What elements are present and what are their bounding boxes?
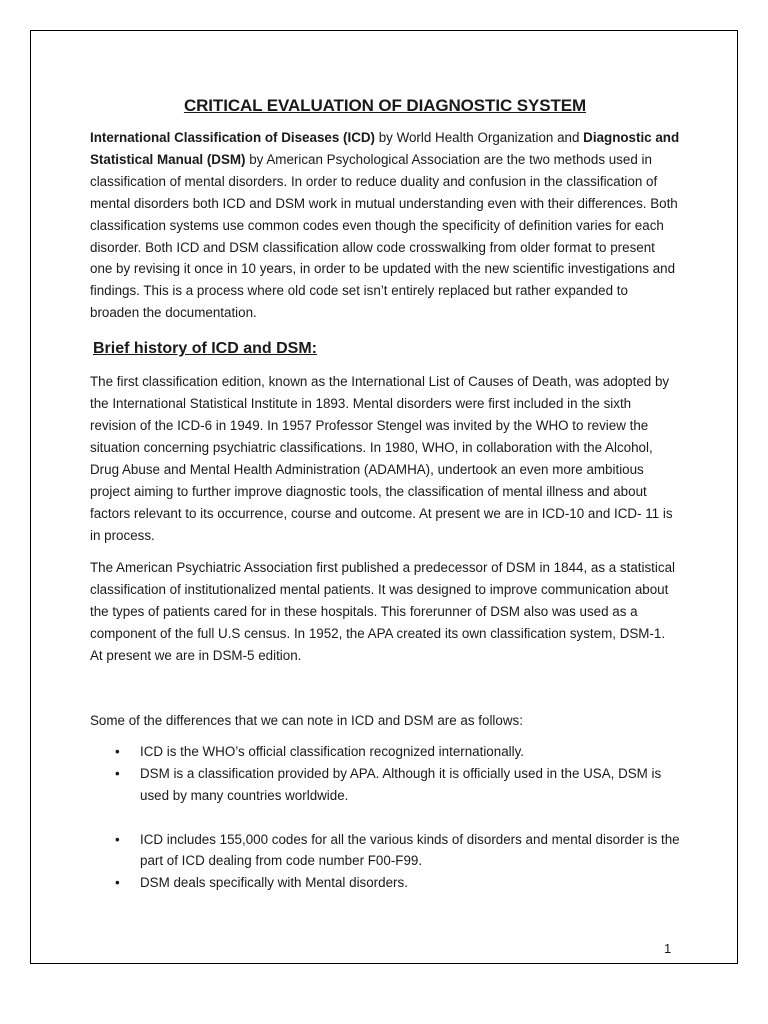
history-icd-paragraph: The first classification edition, known as the International List of Causes of Death, was adopted by the International Statistical Institute in 1893. Mental disorders were first included in the sixth revision of the ICD-6 in 1949. In 1957 Professor Stengel was invited by the WHO to review the situation concerning psychiatric classifications. In 1980, WHO, in collaboration with the Alcohol, Drug Abuse and Mental Health Administration (ADAMHA), undertook an even more ambitious project aiming to further improve diagnostic tools, the classification of mental illness and about factors relevant to its occurrence, course and outcome. At present we are in ICD-10 and ICD- 11 is in process. <box>90 374 673 543</box>
document-body <box>90 92 680 894</box>
differences-intro: Some of the differences that we can note in ICD and DSM are as follows: <box>90 712 523 728</box>
intro-text-2: by American Psychological Association are the two methods used in classification of mental disorders. In order to reduce duality and confusion in the classification of mental disorders both ICD and DSM work in mutual understanding even with their differences. Both classification systems use common codes even though the specificity of definition varies for each disorder. Both ICD and DSM classification allow code crosswalking from older format to present one by revising it once in 10 years, in order to be updated with the new scientific investigations and findings. This is a process where old code set isn’t entirely replaced but rather expanded to broaden the documentation. <box>90 151 678 321</box>
spacer <box>90 807 680 829</box>
list-item <box>115 872 680 894</box>
list-item-text: DSM is a classification provided by APA. Although it is officially used in the USA, DSM is used by many countries worldwide. <box>140 765 662 803</box>
list-item-text: ICD includes 155,000 codes for all the various kinds of disorders and mental disorder is the part of ICD dealing from code number F00-F99. <box>140 831 680 869</box>
list-item <box>115 741 680 763</box>
bullet-icon: • <box>115 831 120 847</box>
differences-list-1 <box>90 741 680 807</box>
list-item <box>115 763 680 807</box>
history-dsm-paragraph: The American Psychiatric Association first published a predecessor of DSM in 1844, as a statistical classification of institutionalized mental patients. It was designed to improve communication about the types of patients cared for in these hospitals. This forerunner of DSM also was used as a component of the full U.S census. In 1952, the APA created its own classification system, DSM-1. At present we are in DSM-5 edition. <box>90 560 675 664</box>
differences-list-2 <box>90 829 680 895</box>
list-item-text: ICD is the WHO’s official classification recognized internationally. <box>140 743 525 759</box>
dsm-full-name: Diagnostic and Statistical Manual (DSM) <box>90 130 680 167</box>
icd-full-name: International Classification of Diseases (ICD) <box>90 130 375 145</box>
bullet-icon: • <box>115 765 120 781</box>
spacer <box>90 667 680 710</box>
intro-text-1: by World Health Organization and <box>375 130 584 145</box>
list-item-text: DSM deals specifically with Mental disorders. <box>140 875 408 891</box>
list-item <box>115 829 680 873</box>
bullet-icon: • <box>115 743 120 759</box>
spacer <box>90 732 680 741</box>
bullet-icon: • <box>115 875 120 891</box>
history-heading: Brief history of ICD and DSM: <box>93 340 318 358</box>
intro-paragraph <box>90 127 680 324</box>
page-number: 1 <box>664 941 672 956</box>
document-title: CRITICAL EVALUATION OF DIAGNOSTIC SYSTEM <box>183 96 587 115</box>
spacer <box>90 546 680 557</box>
